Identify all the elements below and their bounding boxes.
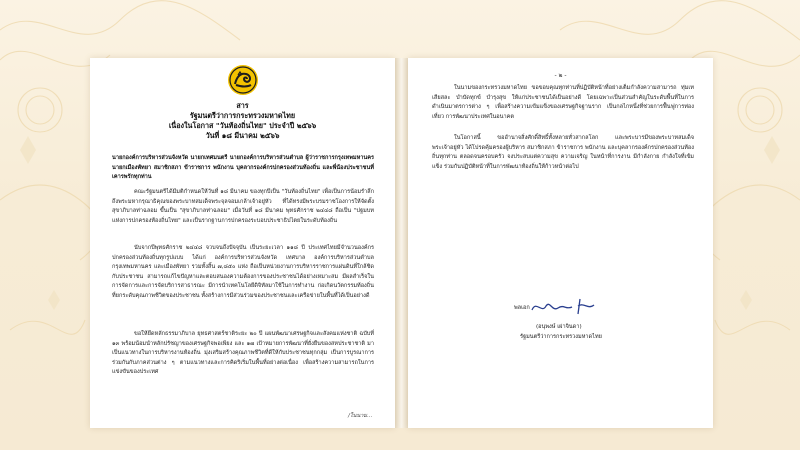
paragraph-2: นับจากปีพุทธศักราช ๒๔๔๘ จวบจนถึงปัจจุบัน เป็นระยะเวลา ๑๑๘ ปี ประเทศไทยมีจำนวนองค์กรปกครองส่วนท้องถิ่นทุกรูปแบบ ได้แก่ องค์การบริหารส่วนจังหวัด เทศบาล องค์การบริหารส่วนตำบล กรุงเทพมหานคร และเมืองพัทยา รวมทั้งสิ้น ๗,๘๕๐ แห่ง ถือเป็นหน่วยงานการบริหารราชการแผ่นดินที่ใกล้ชิดกับประชาชน สามารถแก้ไขปัญหาและตอบสนองความต้องการของประชาชนได้อย่างเหมาะสม มีผลสำเร็จในการจัดการและการจัดบริการสาธารณะ มีการนำเทคโนโลยีดิจิทัลมาใช้ในการทำงาน ก่อเกิดนวัตกรรมท้องถิ่น ที่ยกระดับคุณภาพชีวิตของประชาชน ทั้งสร้างการมีส่วนร่วมของประชาชนและเครือข่ายในพื้นที่ได้เป็นอย่างดี [112, 245, 374, 299]
book-gutter [395, 58, 408, 428]
paragraph-3: ขอให้ยึดหลักธรรมาภิบาล ยุทธศาสตร์ชาติระยะ ๒๐ ปี แผนพัฒนาเศรษฐกิจและสังคมแห่งชาติ ฉบับที่ ๑๓ พร้อมน้อมนำหลักปรัชญาของเศรษฐกิจพอเพียง และ ๑๗ เป้าหมายการพัฒนาที่ยั่งยืนของสหประชาชาติ มาเป็นแนวทางในการบริหารงานท้องถิ่น มุ่งเสริมสร้างคุณภาพชีวิตที่ดีให้กับประชาชนทุกกลุ่ม เป็นการบูรณาการร่วมกันกับภาคส่วนต่าง ๆ ตามแนวทางและการคิดริเริ่มในพื้นที่อย่างต่อเนื่อง เพื่อสร้างความสามารถในการแข่งขันของประเทศ [112, 331, 374, 376]
letter-heading [90, 101, 395, 141]
heading-line-2: รัฐมนตรีว่าการกระทรวงมหาดไทย [189, 111, 296, 120]
paragraph-1: คณะรัฐมนตรีได้มีมติกำหนดให้วันที่ ๑๘ มีนาคม ของทุกปีเป็น "วันท้องถิ่นไทย" เพื่อเป็นการน้อมรำลึกถึงพระมหากรุณาธิคุณของพระบาทสมเด็จพระจุลจอมเกล้าเจ้าอยู่หัว ที่ได้ทรงมีพระบรมราชโองการให้จัดตั้งสุขาภิบาลท่าฉลอม ขึ้นเป็น "สุขาภิบาลท่าฉลอม" เมื่อวันที่ ๑๘ มีนาคม พุทธศักราช ๒๔๔๘ ถือเป็น "ปฐมบทแห่งการปกครองท้องถิ่นไทย" และเป็นรากฐานการปกครองระบอบประชาธิปไตยในระดับท้องถิ่น [112, 189, 374, 224]
paragraph-5: ในโอกาสนี้ ขออำนาจสิ่งศักดิ์สิทธิ์ทั้งหลายทั่วสากลโลก และพระบารมีของพระบาทสมเด็จพระเจ้าอยู่หัว ได้โปรดคุ้มครองผู้บริหาร สมาชิกสภา ข้าราชการ พนักงาน และบุคลากรองค์กรปกครองส่วนท้องถิ่นทุกท่าน ตลอดจนครอบครัว จงประสบแต่ความสุข ความเจริญ ในหน้าที่การงาน มีกำลังกาย กำลังใจที่เข้มแข็ง ร่วมกันปฏิบัติหน้าที่ในการพัฒนาท้องถิ่นให้ก้าวหน้าต่อไป [432, 135, 694, 170]
letter-page-2 [408, 58, 713, 428]
signer-rank: พลเอก [514, 305, 530, 311]
heading-line-4: วันที่ ๑๘ มีนาคม ๒๕๖๖ [205, 131, 280, 140]
addressee-text: นายกองค์การบริหารส่วนจังหวัด นายกเทศมนตรี นายกองค์การบริหารส่วนตำบล ผู้ว่าราชการกรุงเทพมหานคร นายกเมืองพัทยา สมาชิกสภา ข้าราชการ พนักงาน บุคลากรองค์กรปกครองส่วนท้องถิ่น และพี่น้องประชาชนที่เคารพรักทุกท่าน [112, 155, 374, 181]
paragraph-4: ในนามของกระทรวงมหาดไทย ขอขอบคุณทุกท่านที่ปฏิบัติหน้าที่อย่างเต็มกำลังความสามารถ ทุ่มเท เสียสละ บำบัดทุกข์ บำรุงสุข ให้แก่ประชาชนได้เป็นอย่างดี โดยเฉพาะเป็นส่วนสำคัญในระดับพื้นที่ในการดำเนินมาตรการต่าง ๆ เพื่อสร้างความเข้มแข็งของเศรษฐกิจฐานราก เป็นกลไกหนึ่งที่ช่วยการฟื้นฟูการท่องเที่ยว การพัฒนาประเทศในอนาคต [432, 85, 694, 120]
signer-name: (อนุพงษ์ เผ่าจินดา) [536, 324, 582, 330]
heading-line-3: เนื่องในโอกาส "วันท้องถิ่นไทย" ประจำปี ๒๕๖๖ [168, 121, 317, 130]
ministry-of-interior-seal-icon [227, 64, 259, 96]
letter-page-1 [90, 58, 395, 428]
signer-position: รัฐมนตรีว่าการกระทรวงมหาดไทย [520, 334, 602, 340]
page-number: - ๒ - [554, 72, 567, 79]
heading-line-1: สาร [236, 101, 249, 110]
signature-mark [528, 296, 598, 318]
continue-label: /ในนาม... [348, 413, 373, 419]
